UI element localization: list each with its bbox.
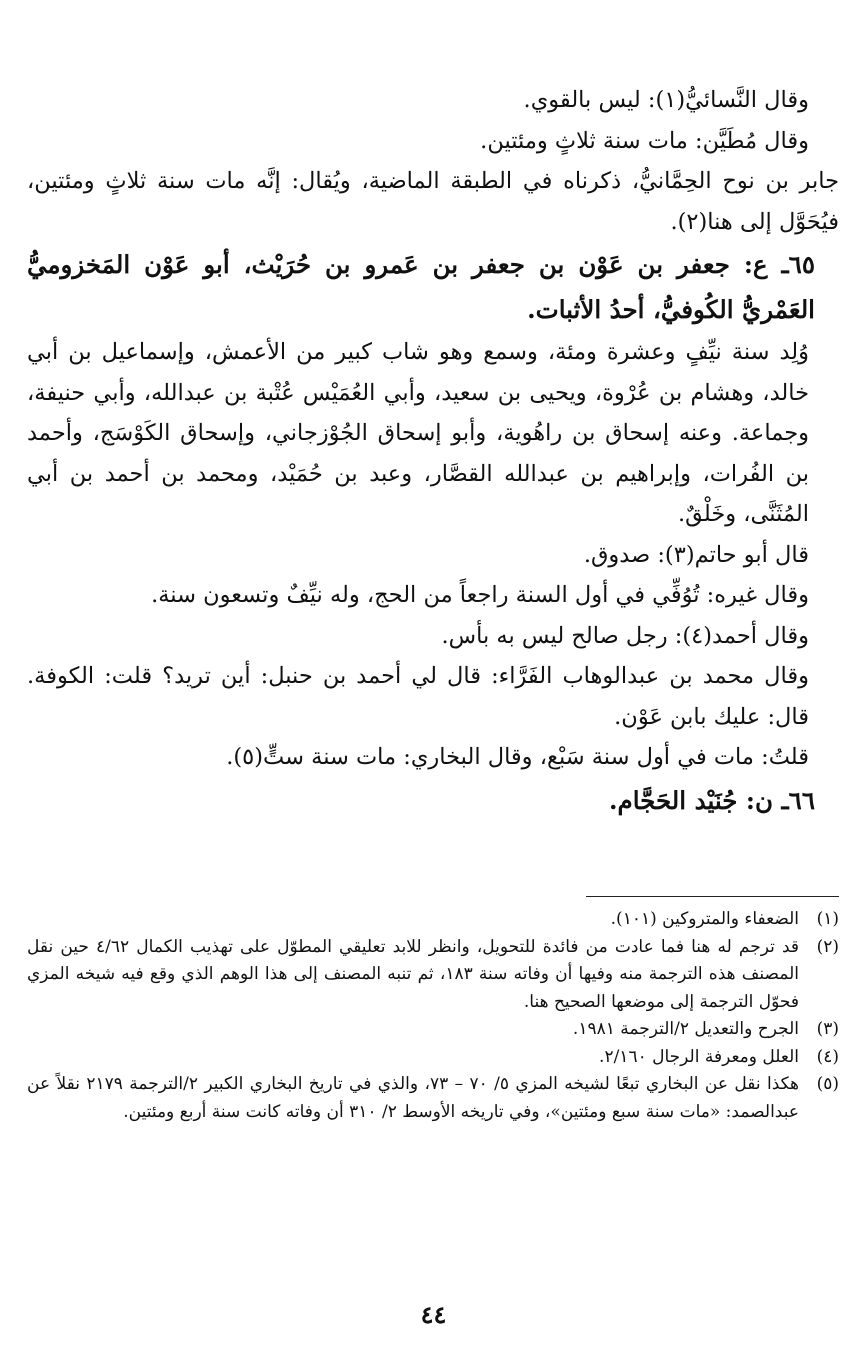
footnote-text: الضعفاء والمتروكين (١٠١).: [610, 909, 799, 929]
footnote-text: قد ترجم له هنا فما عادت من فائدة للتحويل، وانظر للابد تعليقي المطوّل على تهذيب الكمال ٤/٦٢ حين نقل المصنف هذه الترجمة منه وفيها أن وفاته سنة ١٨٣، ثم تنبه المصنف إلى هذا الوهم الذي وقع فيه شيخه المزي فحوّل الترجمة إلى موضعها الصحيح هنا.: [27, 936, 799, 1012]
footnote-number: (٥): [816, 1074, 839, 1094]
main-text: [27, 80, 839, 823]
paragraph: وقال مُطَيَّن: مات سنة ثلاثٍ ومئتين.: [480, 127, 809, 154]
footnote-text: هكذا نقل عن البخاري تبعًا لشيخه المزي ٥/ ٧٠ – ٧٣، والذي في تاريخ البخاري الكبير ٢/الترجمة ٢١٧٩ نقلاً عن عبدالصمد: «مات سنة سبع ومئتين»، وفي تاريخه الأوسط ٢/ ٣١٠ أن وفاته كانت سنة أربع ومئتين.: [27, 1074, 799, 1122]
paragraph: وقال غيره: تُوُفِّي في أول السنة راجعاً من الحج، وله نيِّفٌ وتسعون سنة.: [151, 582, 809, 608]
footnote-divider: [586, 896, 839, 897]
footnote-number: (٤): [816, 1046, 839, 1067]
page-number: ٤٤: [420, 1300, 447, 1329]
paragraph: قال أبو حاتم(٣): صدوق.: [583, 541, 809, 568]
footnote-text: العلل ومعرفة الرجال ٢/١٦٠.: [599, 1046, 799, 1067]
entry-heading-66: ٦٦ـ ن: جُنَيْد الحَجَّام.: [609, 785, 815, 815]
paragraph: جابر بن نوح الحِمَّانيُّ، ذكرناه في الطبقة الماضية، ويُقال: إنَّه مات سنة ثلاثٍ ومئتين، فيُحَوَّل إلى هنا(٢).: [27, 168, 839, 235]
footnote: [27, 1044, 839, 1072]
paragraph: وقال النَّسائيُّ(١): ليس بالقوي.: [523, 87, 809, 113]
footnotes: [27, 906, 839, 1126]
footnote-number: (١): [816, 909, 839, 929]
paragraph: وقال محمد بن عبدالوهاب الفَرَّاء: قال لي أحمد بن حنبل: أين تريد؟ قلت: الكوفة. قال: عليك بابن عَوْن.: [27, 663, 809, 730]
footnote-number: (٢): [816, 936, 839, 957]
footnote-number: (٣): [816, 1019, 839, 1039]
footnote: [27, 906, 839, 934]
footnote: [27, 934, 839, 1017]
footnote: [27, 1071, 839, 1126]
paragraph: وقال أحمد(٤): رجل صالح ليس به بأس.: [441, 622, 809, 649]
entry-heading-65: ٦٥ـ ع: جعفر بن عَوْن بن جعفر بن عَمرو بن حُرَيْث، أبو عَوْن المَخزوميُّ العَمْريُّ الكُوفيُّ، أحدُ الأثبات.: [27, 250, 815, 324]
footnote: [27, 1016, 839, 1044]
paragraph: قلتُ: مات في أول سنة سَبْع، وقال البخاري: مات سنة ستٍّ(٥).: [226, 744, 809, 770]
paragraph: وُلِد سنة نيِّفٍ وعشرة ومئة، وسمع وهو شاب كبير من الأعمش، وإسماعيل بن أبي خالد، وهشام بن عُرْوة، ويحيى بن سعيد، وأبي العُمَيْس عُتْبة بن عبدالله، وأبي حنيفة، وجماعة. وعنه إسحاق بن راهُوية، وأبو إسحاق الجُوْزجاني، وإسحاق الكَوْسَج، وأحمد بن الفُرات، وإبراهيم بن عبدالله القصَّار، وعبد بن حُمَيْد، ومحمد بن أحمد بن أبي المُثَنَّى، وخَلْقٌ.: [27, 339, 809, 527]
footnote-text: الجرح والتعديل ٢/الترجمة ١٩٨١.: [572, 1019, 799, 1039]
